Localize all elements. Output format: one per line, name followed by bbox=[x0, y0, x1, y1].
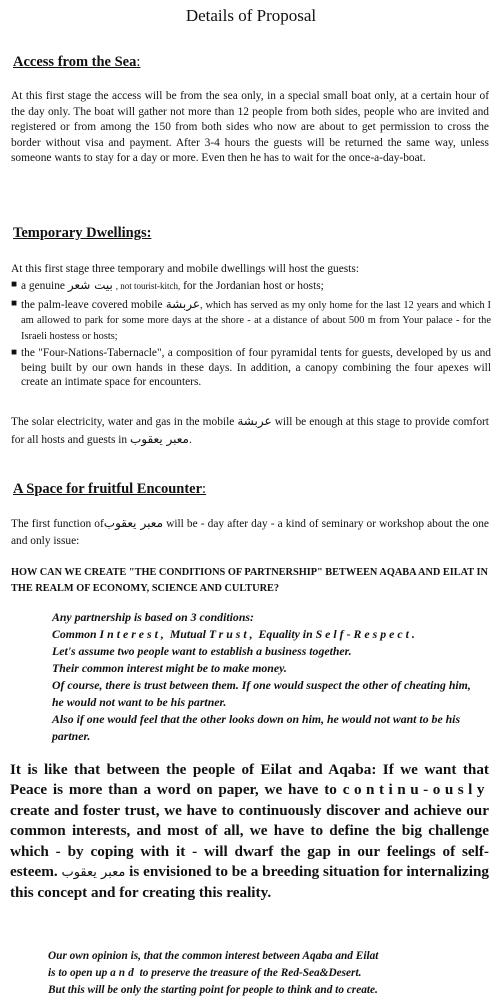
partnership-conditions: Any partnership is based on 3 conditions: Common Interest, Mutual Trust, Equality in Self-Respect. Let's assume two people want to establish a business together. Their common interest might be to make money. Of course, there is trust between them. If one would suspect the other of cheating him, he would not want to be his partner. Also if one would feel that the other looks down on him, he would not want to be his partner. bbox=[52, 610, 471, 743]
access-paragraph: At this first stage the access will be from the sea only, in a special small boat only, at a certain hour of the day only. The boat will gather not more than 12 people from both sides, people who are invited and registered or from among the 150 from both sides who now are about to get permission to cross the border without visa and payment. After 3-4 hours the guests will be returned the same way, unless someone wants to stay for a day or more. Even then he has to wait for the once-a-day-boat. bbox=[11, 90, 489, 164]
heading-dwellings: Temporary Dwellings: bbox=[13, 225, 152, 241]
solar-paragraph: The solar electricity, water and gas in the mobile عربشة will be enough at this stage to provide comfort for all hosts and guests in معبر يعقوب. bbox=[11, 414, 489, 446]
closing-opinion: Our own opinion is, that the common interest between Aqaba and Eilat is to open up and to preserve the treasure of the Red-Sea&Desert. But this will be only the starting point for people to think and to create. bbox=[48, 950, 379, 996]
list-item: ■ the "Four-Nations-Tabernacle", a composition of four pyramidal tents for guests, developed by us and being built by our own hands in these days. In addition, a canopy combining the four apexes will create an intimate space for encounters. bbox=[11, 347, 491, 388]
dwellings-list bbox=[11, 278, 491, 390]
dwellings-intro: At this first stage three temporary and mobile dwellings will host the guests: bbox=[11, 263, 359, 275]
list-item: ■ a genuine بيت شعر , not tourist-kitch, for the Jordanian host or hosts; bbox=[11, 278, 324, 292]
central-question: HOW CAN WE CREATE "THE CONDITIONS OF PARTNERSHIP" BETWEEN AQABA AND EILAT IN THE REALM OF ECONOMY, SCIENCE AND CULTURE? bbox=[11, 567, 488, 594]
bullet-icon: ■ bbox=[11, 347, 18, 358]
bullet-icon: ■ bbox=[11, 297, 18, 309]
main-statement: It is like that between the people of Eilat and Aqaba: If we want that Peace is more than a word on paper, we have to continu-ously create and foster trust, we have to continuously discover and achieve our common interests, and most of all, we have to define the big challenge which - by coping with it - will dwarf the gap in our feelings of self-esteem. معبر يعقوب is envisioned to be a breeding situation for internalizing this concept and for creating this reality. bbox=[10, 761, 490, 902]
bullet-icon: ■ bbox=[11, 279, 18, 290]
list-item: ■ the palm-leave covered mobile عربشة, which has served as my only home for the last 12 years and which I am allowed to park for some more days at the shore - at a distance of about 500 m from Your palace - for the Israeli hostess or hosts; bbox=[11, 297, 491, 345]
heading-encounter: A Space for fruitful Encounter: bbox=[13, 481, 207, 497]
encounter-paragraph: The first function ofمعبر يعقوب will be - day after day - a kind of seminary or workshop about the one and only issue: bbox=[11, 516, 489, 547]
heading-access: Access from the Sea: bbox=[13, 54, 141, 70]
page-title: Details of Proposal bbox=[185, 6, 317, 25]
